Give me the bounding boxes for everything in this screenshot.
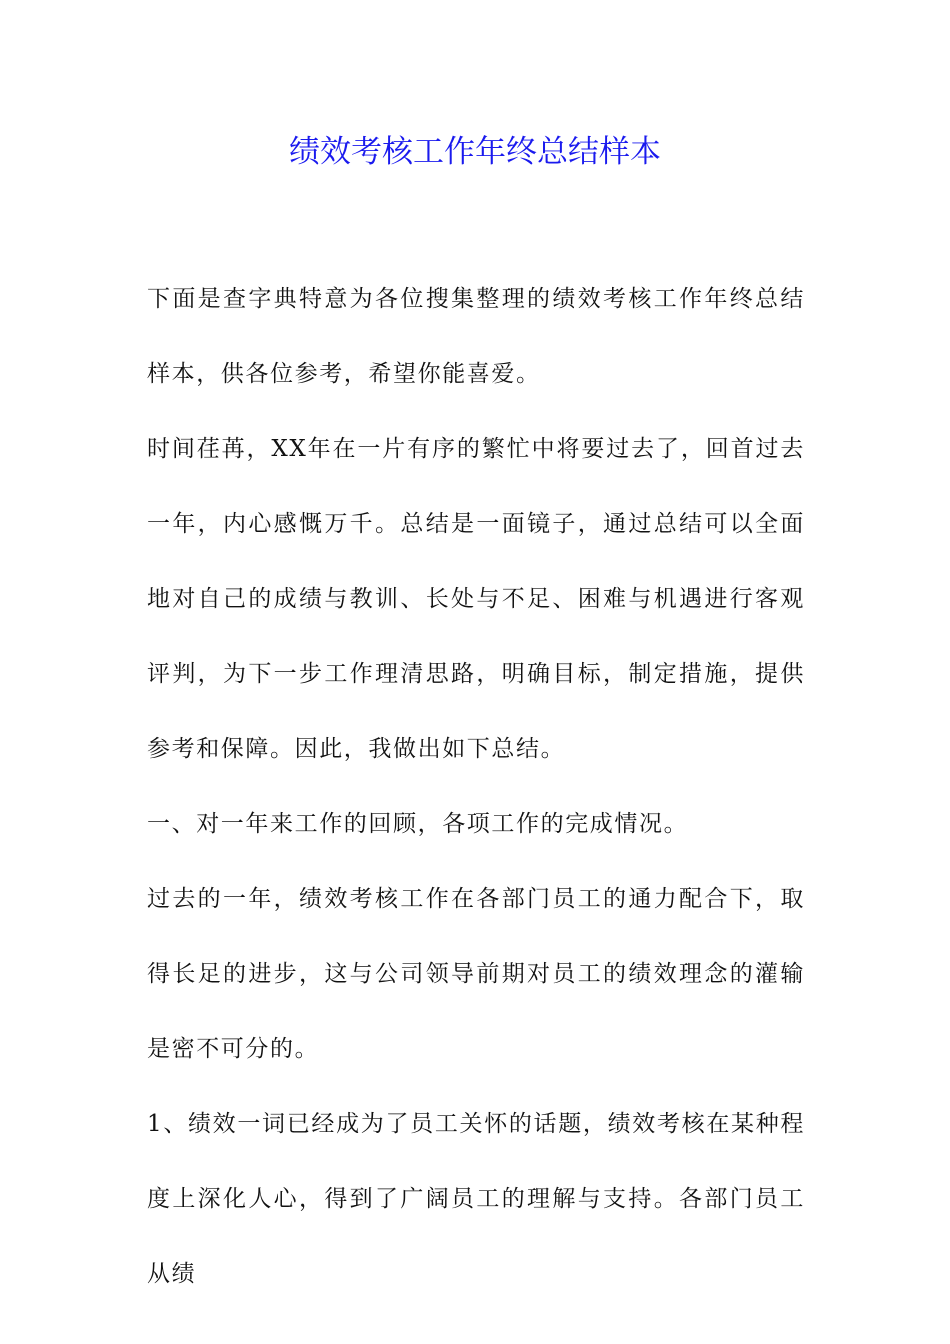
paragraph-item-1: 1、绩效一词已经成为了员工关怀的话题，绩效考核在某种程度上深化人心，得到了广阔员工的理解与支持。各部门员工从绩 [147, 1111, 805, 1287]
document-body [147, 262, 805, 1312]
document-title: 绩效考核工作年终总结样本 [289, 134, 661, 170]
section-heading-one: 一、对一年来工作的回顾，各项工作的完成情况。 [147, 811, 689, 837]
paragraph-review: 过去的一年，绩效考核工作在各部门员工的通力配合下，取得长足的进步，这与公司领导前期对员工的绩效理念的灌输是密不可分的。 [147, 886, 805, 1062]
paragraph-opening: 时间荏苒，XX年在一片有序的繁忙中将要过去了，回首过去一年，内心感慨万千。总结是一面镜子，通过总结可以全面地对自己的成绩与教训、长处与不足、困难与机遇进行客观评判，为下一步工作理清思路，明确目标，制定措施，提供参考和保障。因此，我做出如下总结。 [147, 436, 805, 762]
paragraph-intro: 下面是查字典特意为各位搜集整理的绩效考核工作年终总结样本，供各位参考，希望你能喜爱。 [147, 286, 805, 387]
